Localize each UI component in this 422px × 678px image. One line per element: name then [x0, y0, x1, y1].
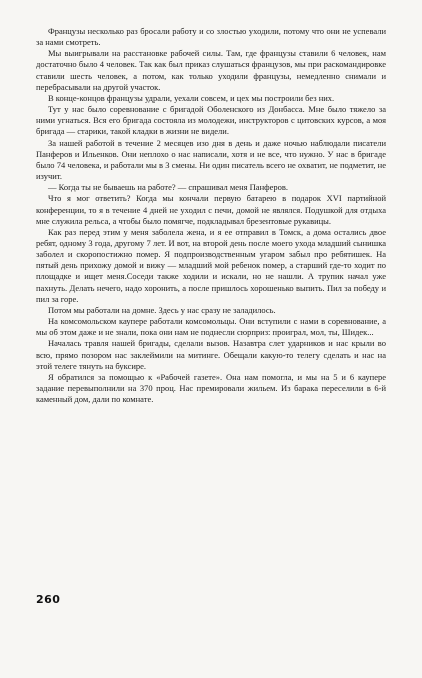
paragraph: Мы выигрывали на расстановке рабочей силы. Там, где французы ставили 6 человек, нам достаточно было 4 человек. Так как был приказ слушаться французов, мы при раскомандировке ставили шесть человек, а потом, как только уходили французы, немедленно снимали и перебрасывали на другой участок. — [36, 48, 386, 92]
page-number: 260 — [36, 593, 61, 606]
paragraph: Тут у нас было соревнование с бригадой Оболенского из Донбасса. Мне было тяжело за ними угнаться. Вся его бригада состояла из молодежи, инструкторов с цитовских курсов, а моя бригада — старики, такой кладки в жизни не видели. — [36, 104, 386, 137]
paragraph: Я обратился за помощью к «Рабочей газете». Она нам помогла, и мы на 5 и 6 каупере задание перевыполнили на 370 проц. Нас премировали жильем. Из барака переселили в 6-й каменный дом, дали по комнате. — [36, 371, 386, 405]
paragraph: Началась травля нашей бригады, сделали вызов. Назавтра слет ударников и нас крыли во всю, прямо позором нас заклеймили на митинге. Обещали какую-то телегу сделать и нас на этой телеге тянуть на буксире. — [36, 338, 386, 371]
body-text — [36, 26, 386, 405]
paragraph: Как раз перед этим у меня заболела жена, и я ее отправил в Томск, а дома остались двое ребят, одному 3 года, другому 7 лет. И вот, на второй день после моего ухода младший сынишка заболел и скоропостижно помер. Я подпроизводственным угаром забыл про ребятишек. На пятый день прихожу домой и вижу — младший мой ребенок помер, а старший где-то ходит по площадке и ищет меня.Соседи также ходили и искали, но не нашли. А трупик начал уже пахнуть. Делать нечего, надо хоронить, а после пришлось хорошенько выпить. Пил за победу и пил за горе. — [36, 226, 386, 304]
paragraph: На комсомольском каупере работали комсомольцы. Они вступили с нами в соревнование, а мы об этом даже и не знали, пока они нам не поднесли сюрприз: проиграл, мол, ты, Шидек... — [36, 316, 386, 338]
paragraph: В конце-концов французы удрали, уехали совсем, и цех мы построили без них. — [48, 92, 335, 103]
paragraph: — Когда ты не бываешь на работе? — спрашивал меня Панферов. — [48, 182, 289, 193]
paragraph: За нашей работой в течение 2 месяцев изо дня в день и даже ночью наблюдали писатели Панферов и Ильенков. Они неплохо о нас написали, хотя и не все, что нужно. У нас в бригаде было 74 человека, и работали мы в 3 смены. Ни один писатель всего не охватит, не подметит, не изучит. — [36, 137, 386, 182]
paragraph: Что я мог ответить? Когда мы кончали первую батарею в подарок XVI партийной конференции, то я в течение 4 дней не уходил с печи, домой не являлся. Подушкой для отдыха мне служила рельса, а чтобы было помягче, подкладывал брезентовые рукавицы. — [36, 193, 386, 226]
paragraph: Потом мы работали на домне. Здесь у нас сразу не заладилось. — [48, 304, 276, 315]
paragraph: Французы несколько раз бросали работу и со злостью уходили, потому что они не успевали за нами смотреть. — [36, 26, 386, 48]
